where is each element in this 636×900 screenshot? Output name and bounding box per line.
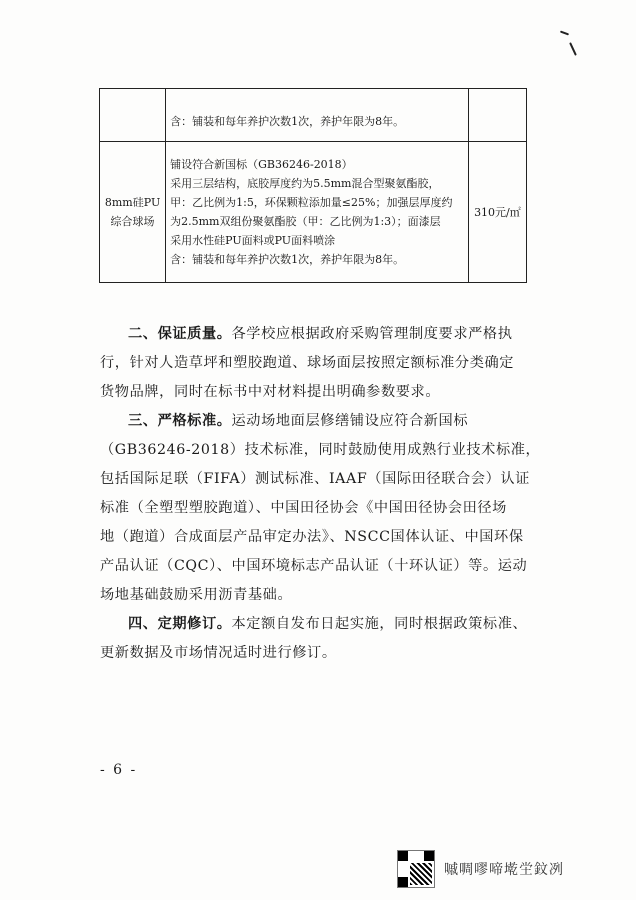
item-name-cell [100,142,166,283]
item-price-cell [468,89,526,142]
qr-caption: 嘁啁嘐啼墘坣鈫冽 [444,862,564,878]
desc-line: 铺设符合新国标（GB36246-2018） [170,158,353,171]
paragraph-line: 包括国际足联（FIFA）测试标准、IAAF（国际田径联合会）认证 [100,471,530,487]
item-desc-cell [166,89,469,142]
item-desc-cell [166,142,469,283]
page-number: - 6 - [100,762,138,778]
paragraph-revision [100,610,542,668]
body-text [100,320,542,668]
desc-line: 含：铺装和每年养护次数1次，养护年限为8年。 [170,253,405,266]
paragraph-heading: 四、定期修订。 [128,616,232,632]
corner-mark [569,42,577,56]
paragraph-line: 更新数据及市场情况适时进行修订。 [100,645,337,661]
paragraph-line: （GB36246-2018）技术标准，同时鼓励使用成熟行业技术标准， [100,442,541,458]
paragraph-quality [100,320,542,407]
table-row [100,142,527,283]
paragraph-line: 产品认证（CQC）、中国环境标志产品认证（十环认证）等。运动 [100,558,528,574]
name-line: 8mm硅PU [104,196,161,209]
item-name-cell [100,89,166,142]
desc-line: 采用水性硅PU面料或PU面料喷涂 [170,234,336,247]
paragraph-line: 三、严格标准。运动场地面层修缮铺设应符合新国标 [128,413,469,429]
paragraph-standards [100,407,542,610]
desc-line: 为2.5mm双组份聚氨酯胶（甲：乙比例为1:3）；面漆层 [170,215,441,228]
corner-mark [560,31,569,36]
qr-code-icon [398,851,434,887]
pricing-table [99,88,527,283]
paragraph-line: 行，针对人造草坪和塑胶跑道、球场面层按照定额标准分类确定 [100,355,515,371]
desc-line: 采用三层结构，底胶厚度约为5.5mm混合型聚氨酯胶， [170,177,440,190]
paragraph-line: 货物品牌，同时在标书中对材料提出明确参数要求。 [100,384,441,400]
paragraph-heading: 三、严格标准。 [128,413,232,429]
price-value: 310元/㎡ [474,205,521,219]
paragraph-line: 标准（全塑型塑胶跑道）、中国田径协会《中国田径协会田径场 [100,500,507,516]
paragraph-line: 二、保证质量。各学校应根据政府采购管理制度要求严格执 [128,326,513,342]
paragraph-line: 场地基础鼓励采用沥青基础。 [100,587,293,603]
paragraph-line: 四、定期修订。本定额自发布日起实施，同时根据政策标准、 [128,616,528,632]
table-row [100,89,527,142]
desc-line: 含：铺装和每年养护次数1次，养护年限为8年。 [170,115,405,128]
desc-line: 甲：乙比例为1:5，环保颗粒添加量≤25%；加强层厚度约 [170,196,453,209]
paragraph-heading: 二、保证质量。 [128,326,232,342]
name-line: 综合球场 [110,215,155,228]
paragraph-line: 地（跑道）合成面层产品审定办法》、NSCC国体认证、中国环保 [100,529,524,545]
item-price-cell [468,142,526,283]
